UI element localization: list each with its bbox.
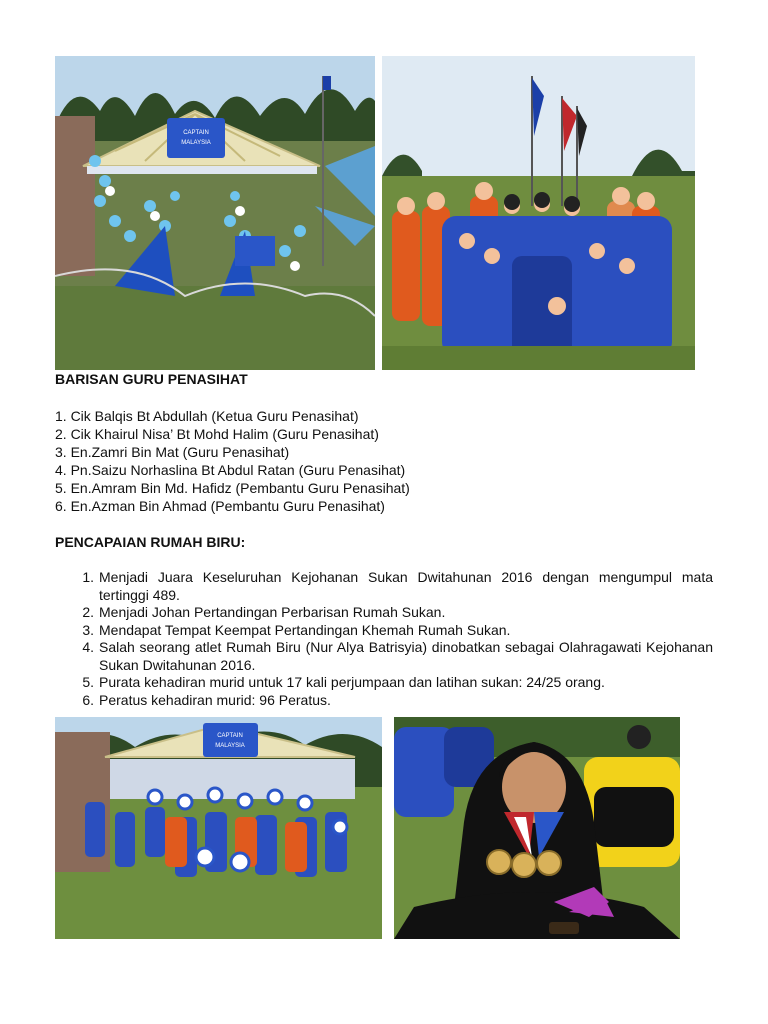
medal-student-photo: [394, 717, 680, 939]
list-text: Salah seorang atlet Rumah Biru (Nur Alya Batrisyia) dinobatkan sebagai Olahragawati Kejohanan Sukan Dwitahunan 2016.: [99, 639, 713, 673]
list-item: 5. En.Amram Bin Md. Hafidz (Pembantu Guru Penasihat): [55, 480, 410, 496]
list-number: 2.: [82, 604, 94, 620]
list-item: [55, 604, 713, 622]
list-number: 4.: [82, 639, 94, 655]
list-text: Menjadi Juara Keseluruhan Kejohanan Sukan Dwitahunan 2016 dengan mengumpul mata tertinggi 489.: [99, 569, 713, 603]
svg-text:MALAYSIA: MALAYSIA: [215, 743, 245, 749]
list-item: [55, 622, 713, 640]
achievements-list: [55, 569, 713, 709]
group-celebration-photo: [382, 56, 695, 370]
list-item: [55, 639, 713, 674]
list-item: 6. En.Azman Bin Ahmad (Pembantu Guru Penasihat): [55, 498, 385, 514]
list-item: [55, 674, 713, 692]
list-item: 3. En.Zamri Bin Mat (Guru Penasihat): [55, 444, 290, 460]
tent-decoration-photo: [55, 56, 375, 370]
list-text: Peratus kehadiran murid: 96 Peratus.: [99, 691, 331, 708]
list-number: 3.: [82, 621, 94, 638]
svg-text:CAPTAIN: CAPTAIN: [217, 733, 243, 739]
list-item: 1. Cik Balqis Bt Abdullah (Ketua Guru Penasihat): [55, 408, 359, 424]
list-text: Purata kehadiran murid untuk 17 kali perjumpaan dan latihan sukan: 24/25 orang.: [99, 674, 605, 690]
list-item: 4. Pn.Saizu Norhaslina Bt Abdul Ratan (Guru Penasihat): [55, 462, 406, 478]
svg-text:MALAYSIA: MALAYSIA: [181, 140, 211, 146]
achievements-heading: PENCAPAIAN RUMAH BIRU:: [55, 534, 246, 550]
list-item: 2. Cik Khairul Nisa’ Bt Mohd Halim (Guru Penasihat): [55, 426, 379, 442]
svg-text:CAPTAIN: CAPTAIN: [183, 130, 209, 136]
advisors-heading: BARISAN GURU PENASIHAT: [55, 371, 248, 387]
list-text: Menjadi Johan Pertandingan Perbarisan Rumah Sukan.: [99, 604, 446, 620]
advisors-list: [55, 407, 410, 515]
list-number: 5.: [82, 674, 94, 690]
list-item: [55, 569, 713, 604]
list-item: [55, 692, 713, 710]
list-number: 6.: [82, 691, 94, 708]
group-tent-photo: [55, 717, 382, 939]
list-text: Mendapat Tempat Keempat Pertandingan Khemah Rumah Sukan.: [99, 621, 511, 638]
list-number: 1.: [82, 569, 94, 585]
